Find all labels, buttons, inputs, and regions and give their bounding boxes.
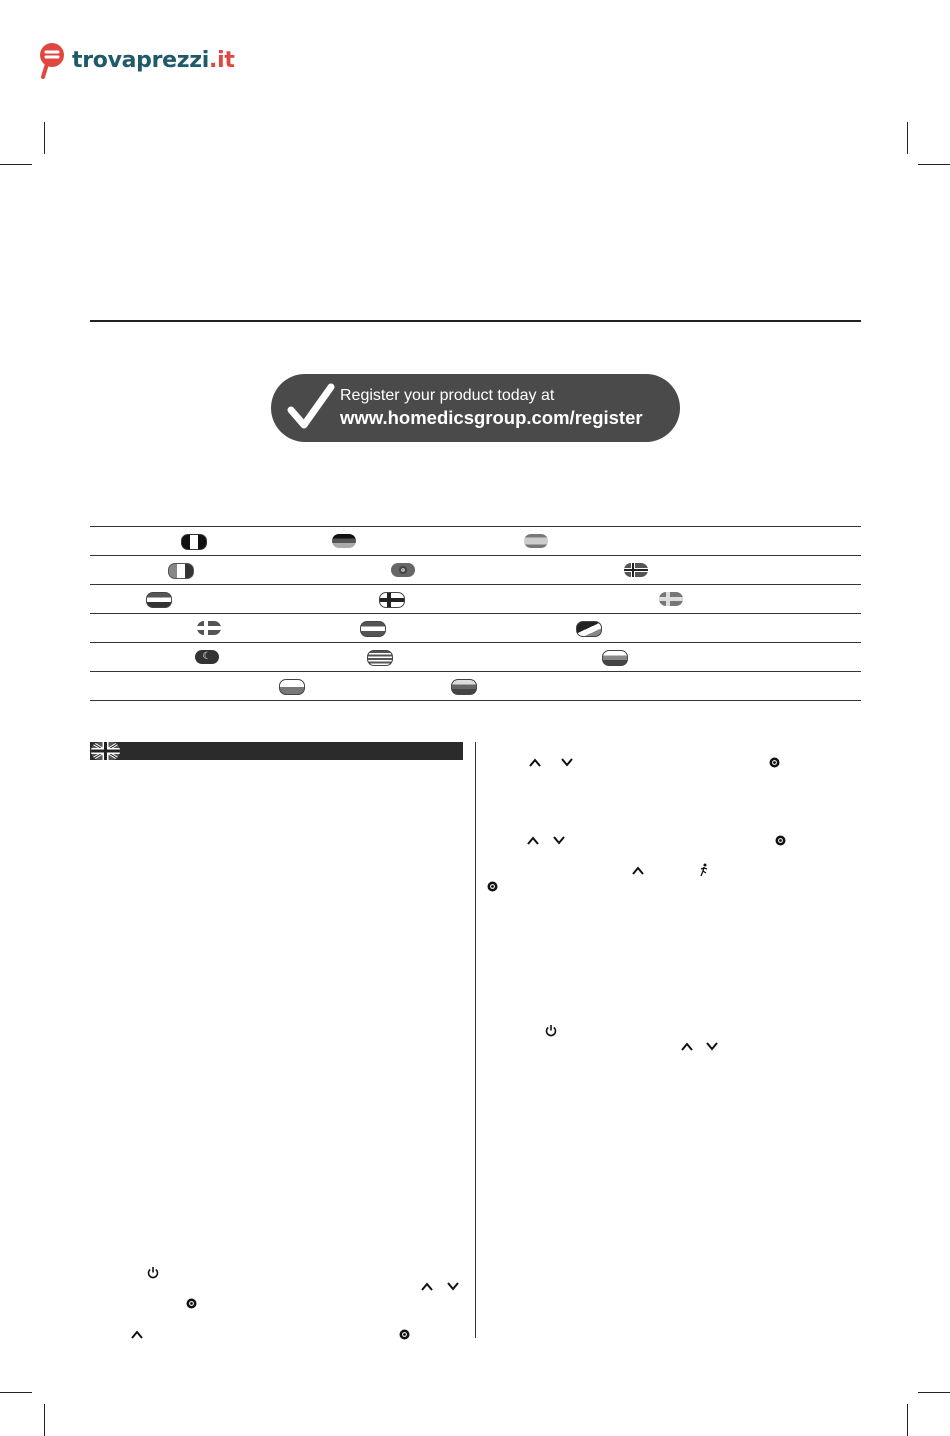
language-row bbox=[90, 526, 861, 555]
down-arrow-icon bbox=[561, 758, 573, 767]
czech-flag[interactable] bbox=[576, 621, 602, 637]
crop-mark bbox=[0, 1392, 32, 1393]
language-row bbox=[90, 671, 861, 701]
sweden-flag[interactable] bbox=[659, 592, 683, 606]
logo-text bbox=[72, 48, 235, 73]
register-prompt: Register your product today at bbox=[340, 387, 555, 404]
language-row bbox=[90, 613, 861, 642]
price-tag-logo-icon bbox=[38, 40, 68, 80]
walking-icon bbox=[699, 863, 709, 877]
ireland-flag[interactable] bbox=[168, 563, 194, 579]
crop-mark bbox=[907, 122, 908, 154]
language-row bbox=[90, 584, 861, 613]
denmark-flag[interactable] bbox=[197, 621, 221, 635]
up-arrow-icon bbox=[681, 1042, 693, 1051]
register-url[interactable]: www.homedicsgroup.com/register bbox=[340, 407, 643, 428]
trovaprezzi-logo[interactable] bbox=[38, 40, 235, 80]
slovakia-flag[interactable] bbox=[451, 679, 477, 695]
crop-mark bbox=[44, 1404, 45, 1436]
select-button-icon bbox=[186, 1298, 197, 1309]
up-arrow-icon bbox=[421, 1282, 433, 1291]
section-rule bbox=[90, 320, 861, 322]
register-banner[interactable] bbox=[271, 374, 680, 442]
down-arrow-icon bbox=[706, 1042, 718, 1051]
section-header-bar bbox=[90, 742, 463, 760]
language-row bbox=[90, 555, 861, 584]
finland-flag[interactable] bbox=[379, 592, 405, 608]
language-table bbox=[90, 526, 861, 701]
austria-flag[interactable] bbox=[360, 621, 386, 637]
crop-mark bbox=[918, 1392, 950, 1393]
select-button-icon bbox=[769, 757, 780, 768]
logo-name: trovaprezzi bbox=[72, 47, 210, 73]
up-arrow-icon bbox=[529, 758, 541, 767]
greece-flag[interactable] bbox=[367, 650, 393, 666]
norway-flag[interactable] bbox=[624, 563, 648, 577]
down-arrow-icon bbox=[553, 836, 565, 845]
eu-flag[interactable] bbox=[391, 563, 415, 577]
select-button-icon bbox=[399, 1329, 410, 1340]
down-arrow-icon bbox=[447, 1282, 459, 1291]
uk-flag[interactable] bbox=[91, 742, 120, 760]
up-arrow-icon bbox=[527, 836, 539, 845]
logo-tld: .it bbox=[209, 47, 235, 73]
crop-mark bbox=[918, 164, 950, 165]
up-arrow-icon bbox=[131, 1330, 143, 1339]
column-divider bbox=[475, 742, 476, 1338]
crop-mark bbox=[44, 122, 45, 154]
power-icon bbox=[545, 1024, 557, 1037]
checkmark-icon bbox=[287, 383, 335, 431]
language-row bbox=[90, 642, 861, 671]
netherlands-flag[interactable] bbox=[146, 592, 172, 608]
turkey-flag[interactable]: ☾ bbox=[195, 650, 219, 664]
crop-mark bbox=[0, 164, 32, 165]
germany-flag[interactable] bbox=[332, 534, 356, 548]
select-button-icon bbox=[775, 835, 786, 846]
russia-flag[interactable] bbox=[602, 650, 628, 666]
power-icon bbox=[147, 1266, 159, 1279]
uk-flag-graphic bbox=[91, 742, 120, 760]
select-button-icon bbox=[487, 881, 498, 892]
spain-flag[interactable] bbox=[524, 534, 548, 548]
poland-flag[interactable] bbox=[279, 679, 305, 695]
italy-flag[interactable] bbox=[181, 534, 207, 550]
crop-mark bbox=[907, 1404, 908, 1436]
up-arrow-icon bbox=[632, 866, 644, 875]
